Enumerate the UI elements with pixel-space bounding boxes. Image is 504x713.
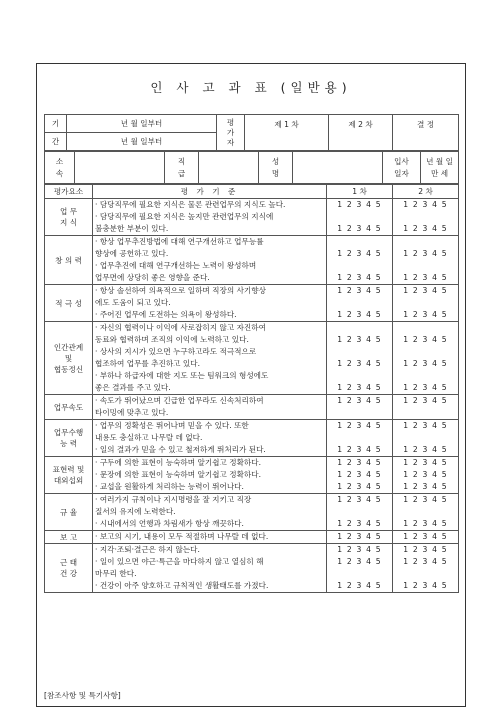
criteria-row [45,531,459,544]
score-spacer [329,370,390,382]
criteria-text [93,199,327,236]
rank-value[interactable] [199,152,259,184]
score-scale-first[interactable]: 1 2 3 4 5 [337,200,382,209]
score-scale-first[interactable]: 1 2 3 4 5 [337,470,382,479]
criteria-line: · 보고의 시기, 내용이 모두 적절하며 나무랄 데 없다. [95,532,269,541]
score-scale-second[interactable]: 1 2 3 4 5 [403,482,448,491]
score-scale-first[interactable]: 1 2 3 4 5 [337,273,382,282]
score-scale-first[interactable]: 1 2 3 4 5 [337,359,382,368]
remarks-label: [참조사항 및 특기사항] [44,691,121,700]
criteria-line: · 일이 있으면 야근·특근을 마다하지 않고 열심히 해 [95,557,264,566]
criteria-row [45,544,459,593]
criteria-row [45,395,459,420]
form-title: 인 사 고 과 표 (일반용) [150,80,352,95]
criteria-line: 협조하여 업무를 추진하고 있다. [95,359,201,368]
criteria-line: · 일의 결과가 믿을 수 있고 철저하게 뛰처리가 된다. [95,445,266,454]
score-scale-second[interactable]: 1 2 3 4 5 [403,335,448,344]
criteria-text [93,236,327,285]
score-spacer [395,568,456,580]
score-spacer [395,211,456,223]
score-scale-first[interactable]: 1 2 3 4 5 [337,335,382,344]
score-scale-second[interactable]: 1 2 3 4 5 [403,273,448,282]
criteria-line: · 담당직무에 필요한 지식은 높지만 관련업무의 지식에 [95,212,274,221]
score-second [393,544,459,593]
criteria-line: · 지각·조퇴·결근은 하지 않는다. [95,545,200,554]
element-label: 적 극 성 [45,285,93,322]
criteria-row [45,285,459,322]
criteria-line: 불충분한 부분이 있다. [95,224,169,233]
period-from-2[interactable]: 년 월 일부터 [67,133,217,151]
header-element: 평가요소 [45,185,93,199]
period-table [44,114,459,151]
score-first [327,494,393,531]
score-scale-first[interactable]: 1 2 3 4 5 [337,421,382,430]
evaluator-label: 평 가 자 [217,115,245,151]
criteria-row [45,494,459,531]
score-spacer [395,506,456,518]
criteria-line: 에도 도움이 되고 있다. [95,298,171,307]
score-spacer [395,370,456,382]
score-scale-first[interactable]: 1 2 3 4 5 [337,519,382,528]
element-label: 보 고 [45,531,93,544]
score-scale-first[interactable]: 1 2 3 4 5 [337,581,382,590]
score-scale-first[interactable]: 1 2 3 4 5 [337,286,382,295]
score-scale-first[interactable]: 1 2 3 4 5 [337,532,382,541]
score-spacer [395,322,456,334]
criteria-text [93,285,327,322]
period-label-2: 간 [45,133,67,151]
score-scale-first[interactable]: 1 2 3 4 5 [337,557,382,566]
score-first [327,420,393,457]
score-scale-first[interactable]: 1 2 3 4 5 [337,383,382,392]
score-scale-second[interactable]: 1 2 3 4 5 [403,581,448,590]
score-first [327,457,393,494]
criteria-text [93,494,327,531]
score-scale-first[interactable]: 1 2 3 4 5 [337,545,382,554]
score-scale-first[interactable]: 1 2 3 4 5 [337,482,382,491]
criteria-line: · 업무추진에 대해 연구개선하는 노력이 왕성하며 [95,261,257,270]
element-label: 표현력 및 대외섭외 [45,457,93,494]
score-scale-first[interactable]: 1 2 3 4 5 [337,458,382,467]
score-spacer [329,322,390,334]
criteria-line: · 교섭을 원활하게 처리하는 능력이 뛰어나다. [95,482,244,491]
criteria-row [45,236,459,285]
first-evaluator[interactable]: 제 1 차 [245,115,329,151]
score-second [393,199,459,236]
criteria-line: · 구두에 의한 표현이 능숙하며 알기쉽고 정확하다. [95,458,262,467]
score-second [393,420,459,457]
score-spacer [395,407,456,419]
score-scale-first[interactable]: 1 2 3 4 5 [337,310,382,319]
criteria-line: 업무면에 상당히 좋은 영향을 준다. [95,273,210,282]
score-first [327,544,393,593]
score-scale-first[interactable]: 1 2 3 4 5 [337,249,382,258]
criteria-line: · 상사의 지시가 있으면 누구하고라도 적극적으로 [95,347,257,356]
score-second [393,494,459,531]
score-scale-second[interactable]: 1 2 3 4 5 [403,200,448,209]
score-second [393,457,459,494]
join-label: 입사 일자 [383,152,421,184]
criteria-line: 마무리 한다. [95,569,137,578]
criteria-line: · 항상 솔선하여 의욕적으로 일하며 직장의 사기향상 [95,286,266,295]
score-first [327,199,393,236]
score-scale-first[interactable]: 1 2 3 4 5 [337,224,382,233]
criteria-line: · 속도가 뛰어났으며 긴급한 업무라도 신속처리하여 [95,396,264,405]
join-value[interactable]: 년 월 일 만 세 [421,152,459,184]
element-label: 업무속도 [45,395,93,420]
score-scale-second[interactable]: 1 2 3 4 5 [403,445,448,454]
period-label-1: 기 [45,115,67,133]
score-scale-second[interactable]: 1 2 3 4 5 [403,310,448,319]
score-first [327,236,393,285]
element-label: 근 태 건 강 [45,544,93,593]
score-scale-second[interactable]: 1 2 3 4 5 [403,495,448,504]
score-scale-second[interactable]: 1 2 3 4 5 [403,458,448,467]
score-scale-second[interactable]: 1 2 3 4 5 [403,224,448,233]
score-spacer [329,236,390,248]
score-second [393,395,459,420]
name-label: 성 명 [259,152,293,184]
score-scale-first[interactable]: 1 2 3 4 5 [337,495,382,504]
criteria-text [93,395,327,420]
criteria-line: · 시내에서의 언행과 차림새가 항상 깨끗하다. [95,519,244,528]
criteria-line: 향상에 공헌하고 있다. [95,249,169,258]
criteria-text [93,531,327,544]
score-spacer [329,432,390,444]
score-first [327,285,393,322]
criteria-line: 타이밍에 맞추고 있다. [95,408,169,417]
period-from-1[interactable]: 년 월 일부터 [67,115,217,133]
criteria-text [93,322,327,395]
score-spacer [329,211,390,223]
score-scale-first[interactable]: 1 2 3 4 5 [337,445,382,454]
criteria-text [93,457,327,494]
score-scale-second[interactable]: 1 2 3 4 5 [403,470,448,479]
score-spacer [329,297,390,309]
header-second: 2 차 [393,185,459,199]
criteria-row [45,199,459,236]
score-second [393,285,459,322]
dept-value[interactable] [75,152,165,184]
score-scale-second[interactable]: 1 2 3 4 5 [403,359,448,368]
element-label: 규 율 [45,494,93,531]
score-first [327,322,393,395]
element-label: 업무수행 능 력 [45,420,93,457]
criteria-table [44,184,459,593]
score-scale-second[interactable]: 1 2 3 4 5 [403,545,448,554]
score-spacer [329,568,390,580]
criteria-line: · 부하나 하급자에 대한 지도 또는 팀워크의 형성에도 [95,371,269,380]
dept-label: 소 속 [45,152,75,184]
criteria-line: · 항상 업무추진방법에 대해 연구개선하고 업무능률 [95,237,264,246]
decision[interactable]: 결 정 [393,115,459,151]
criteria-line: 내용도 충실하고 나무랄 데 없다. [95,433,203,442]
score-spacer [329,407,390,419]
score-scale-second[interactable]: 1 2 3 4 5 [403,383,448,392]
score-scale-second[interactable]: 1 2 3 4 5 [403,557,448,566]
score-scale-second[interactable]: 1 2 3 4 5 [403,421,448,430]
name-value[interactable] [293,152,383,184]
criteria-row [45,457,459,494]
criteria-line: · 업무의 정확성은 뛰어나며 믿을 수 있다. 또한 [95,421,249,430]
criteria-line: 동료와 협력하며 조직의 이익에 노력하고 있다. [95,335,249,344]
criteria-line: · 건강이 아주 양호하고 규칙적인 생활태도를 가졌다. [95,581,269,590]
criteria-line: 질서의 유지에 노력한다. [95,507,176,516]
criteria-line: 좋은 결과를 주고 있다. [95,383,171,392]
appraisal-form [36,63,466,707]
score-scale-second[interactable]: 1 2 3 4 5 [403,396,448,405]
criteria-line: · 담당직무에 필요한 지식은 물론 관련업무의 지식도 높다. [95,200,286,209]
header-criteria: 평 가 기 준 [93,185,327,199]
score-spacer [329,506,390,518]
criteria-line: · 자신의 협력이나 이익에 사로잡히지 않고 자진하여 [95,323,266,332]
criteria-row [45,420,459,457]
score-scale-second[interactable]: 1 2 3 4 5 [403,532,448,541]
score-second [393,531,459,544]
score-second [393,322,459,395]
score-scale-second[interactable]: 1 2 3 4 5 [403,519,448,528]
info-table [44,151,459,184]
score-first [327,395,393,420]
score-second [393,236,459,285]
score-spacer [395,260,456,272]
score-spacer [329,346,390,358]
score-scale-second[interactable]: 1 2 3 4 5 [403,286,448,295]
score-spacer [395,297,456,309]
score-spacer [329,260,390,272]
criteria-text [93,420,327,457]
score-spacer [395,236,456,248]
score-spacer [395,346,456,358]
element-label: 인간관계 및 협동정신 [45,322,93,395]
second-evaluator[interactable]: 제 2 차 [329,115,393,151]
score-spacer [395,432,456,444]
score-first [327,531,393,544]
rank-label: 직 급 [165,152,199,184]
criteria-row [45,322,459,395]
score-scale-second[interactable]: 1 2 3 4 5 [403,249,448,258]
criteria-line: · 주어진 업무에 도전하는 의욕이 왕성하다. [95,310,237,319]
criteria-line: · 여러가지 규칙이나 지시명령을 잘 지키고 직장 [95,495,252,504]
element-label: 업 무 지 식 [45,199,93,236]
criteria-text [93,544,327,593]
element-label: 창 의 력 [45,236,93,285]
header-first: 1 차 [327,185,393,199]
criteria-line: · 문장에 의한 표현이 능숙하며 알기쉽고 정확하다. [95,470,262,479]
score-scale-first[interactable]: 1 2 3 4 5 [337,396,382,405]
